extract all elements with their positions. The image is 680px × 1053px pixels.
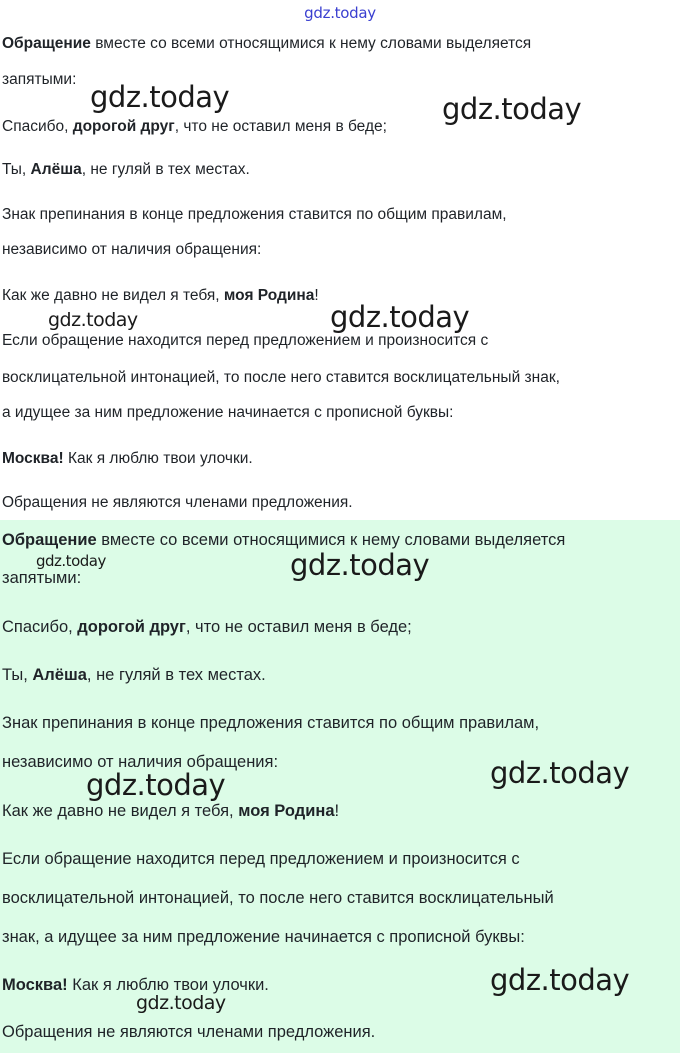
watermark-text: gdz.today [90, 80, 230, 114]
rule-paragraph-line: Знак препинания в конце предложения ставится по общим правилам, [2, 206, 507, 223]
text: , что не оставил меня в беде; [174, 118, 387, 135]
address-bold: дорогой друг [72, 118, 175, 135]
rule-paragraph-line: независимо от наличия обращения: [2, 241, 262, 258]
address-bold: моя Родина [223, 287, 315, 304]
watermark-text: gdz.today [490, 963, 630, 997]
rule-paragraph-line: восклицательной интонацией, то после него ставится восклицательный знак, [2, 369, 560, 386]
watermark-text: gdz.today [490, 756, 630, 790]
example-line [2, 617, 412, 637]
text: ! [334, 802, 340, 820]
text: Ты, [2, 161, 31, 178]
address-bold: Алёша [32, 666, 87, 684]
watermark-text: gdz.today [86, 768, 226, 802]
rule-paragraph-line: восклицательной интонацией, то после него ставится восклицательный [2, 889, 554, 907]
rule-paragraph-line: запятыми: [2, 569, 82, 587]
example-line [2, 801, 339, 821]
watermark-text: gdz.today [136, 992, 226, 1014]
text: Как я люблю твои улочки. [67, 976, 269, 994]
text: вместе со всеми относящимися к нему словами выделяется [96, 531, 566, 549]
text: , не гуляй в тех местах. [81, 161, 250, 178]
rule-block-plain [0, 0, 680, 520]
text: Спасибо, [2, 618, 78, 636]
address-bold: Москва! [2, 450, 64, 467]
address-bold: моя Родина [238, 802, 335, 820]
text: вместе со всеми относящимися к нему словами выделяется [90, 35, 532, 52]
rule-paragraph-line: Если обращение находится перед предложением и произносится с [2, 850, 520, 868]
text: Ты, [2, 666, 33, 684]
text: , не гуляй в тех местах. [86, 666, 266, 684]
rule-paragraph-line: Если обращение находится перед предложением и произносится с [2, 332, 489, 349]
rule-paragraph-line: независимо от наличия обращения: [2, 753, 279, 771]
text: , что не оставил меня в беде; [185, 618, 412, 636]
rule-paragraph-line: а идущее за ним предложение начинается с прописной буквы: [2, 404, 454, 421]
rule-paragraph-line [2, 34, 531, 54]
text: Как же давно не видел я тебя, [2, 287, 224, 304]
watermark-text: gdz.today [36, 552, 106, 570]
watermark-text: gdz.today [48, 309, 138, 331]
rule-paragraph-line: Обращения не являются членами предложения. [2, 1023, 376, 1041]
address-bold: дорогой друг [77, 618, 186, 636]
watermark-text: gdz.today [442, 92, 582, 126]
term-bold: Обращение [2, 35, 91, 52]
top-watermark: gdz.today [304, 4, 376, 22]
text: ! [314, 287, 319, 304]
example-line [2, 665, 266, 685]
address-bold: Алёша [30, 161, 82, 178]
text: Как же давно не видел я тебя, [2, 802, 239, 820]
rule-paragraph-line: Знак препинания в конце предложения ставится по общим правилам, [2, 714, 540, 732]
text: Спасибо, [2, 118, 73, 135]
example-line [2, 286, 319, 306]
rule-paragraph-line: Обращения не являются членами предложения. [2, 494, 353, 511]
watermark-text: gdz.today [330, 300, 470, 334]
example-line [2, 449, 253, 469]
rule-paragraph-line [2, 530, 565, 550]
rule-paragraph-line: знак, а идущее за ним предложение начинается с прописной буквы: [2, 928, 525, 946]
example-line [2, 160, 250, 180]
address-bold: Москва! [2, 976, 68, 994]
text: Как я люблю твои улочки. [63, 450, 253, 467]
rule-paragraph-line: запятыми: [2, 71, 77, 88]
example-line [2, 117, 387, 137]
watermark-text: gdz.today [290, 548, 430, 582]
term-bold: Обращение [2, 531, 97, 549]
